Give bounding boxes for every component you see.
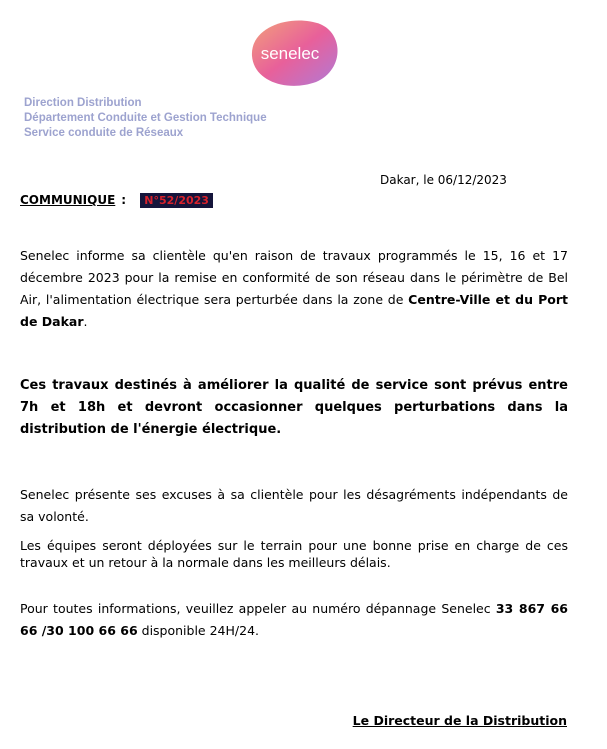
department-header: [24, 96, 267, 141]
paragraph-apology: Senelec présente ses excuses à sa clientèle pour les désagréments indépendants de sa volonté.: [20, 487, 568, 524]
paragraph-contact: [20, 598, 568, 642]
signature: Le Directeur de la Distribution: [352, 713, 567, 728]
department-line: Département Conduite et Gestion Technique: [24, 112, 267, 124]
paragraph-schedule: Ces travaux destinés à améliorer la qualité de service sont prévus entre 7h et 18h et devront occasionner quelques perturbations dans la distribution de l'énergie électrique.: [20, 378, 568, 437]
service-line: Service conduite de Réseaux: [24, 127, 184, 139]
p1-zone: Centre-Ville et du Port de Dakar: [20, 292, 568, 329]
document-date: Dakar, le 06/12/2023: [380, 173, 507, 187]
p1-end: .: [83, 314, 88, 329]
paragraph-teams: Les équipes seront déployées sur le terrain pour une bonne prise en charge de ces travaux et un retour à la normale dans les meilleurs délais.: [20, 538, 568, 570]
p1-text: Senelec informe sa clientèle qu'en raison de travaux programmés le 15, 16 et 17 décembre 2023 pour la remise en conformité de son réseau dans le périmètre de Bel Air, l'alimentation électrique sera perturbée dans la zone de: [20, 248, 568, 307]
senelec-logo-icon: [232, 12, 350, 90]
communique-colon: :: [121, 193, 127, 207]
communique-label: COMMUNIQUE: [20, 193, 116, 207]
senelec-logo: [232, 12, 350, 90]
p5-text: Pour toutes informations, veuillez appeler au numéro dépannage Senelec: [20, 601, 496, 616]
communique-heading: [20, 193, 213, 208]
direction-line: Direction Distribution: [24, 97, 142, 109]
p5-end: disponible 24H/24.: [137, 623, 259, 638]
communique-number: N°52/2023: [140, 193, 213, 208]
logo-text: senelec: [260, 44, 320, 63]
p5-phone-numbers: 33 867 66 66 /30 100 66 66: [20, 601, 568, 638]
paragraph-works-announcement: [20, 245, 568, 333]
